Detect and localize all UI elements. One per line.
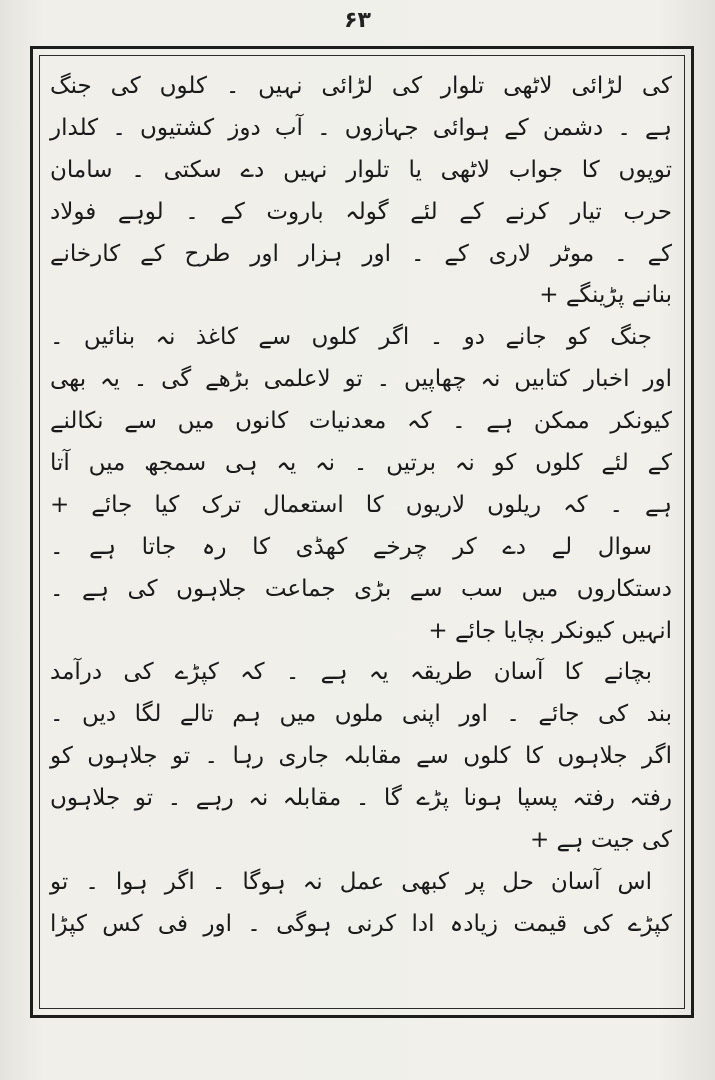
text-line: رفتہ رفتہ پسپا ہونا پڑے گا ۔ مقابلہ نہ رہے ۔ تو جلاہوں	[50, 785, 672, 812]
page-number: ۶۳	[344, 8, 371, 33]
text-line: دستکاروں میں سب سے بڑی جماعت جلاہوں کی ہے ۔	[50, 575, 672, 602]
text-line: کپڑے کی قیمت زیادہ ادا کرنی ہوگی ۔ اور فی کس کپڑا	[50, 910, 672, 937]
text-line: کے ۔ موٹر لاری کے ۔ اور ہزار اور طرح کے کارخانے	[50, 240, 672, 267]
text-line: ہے ۔ دشمن کے ہوائی جہازوں ۔ آب دوز کشتیوں ۔ کلدار	[50, 114, 672, 141]
text-line: اور اخبار کتابیں نہ چھاپیں ۔ تو لاعلمی بڑھے گی ۔ یہ بھی	[50, 366, 672, 393]
text-line: توپوں کا جواب لاٹھی یا تلوار نہیں دے سکتی ۔ سامان	[50, 156, 672, 183]
body-text	[46, 66, 678, 946]
text-line: ہے ۔ کہ ریلوں لاریوں کا استعمال ترک کیا جائے +	[50, 491, 672, 518]
text-line: حرب تیار کرنے کے لئے گولہ باروت کے ۔ لوہے فولاد	[50, 198, 672, 225]
text-line: کی جیت ہے +	[529, 827, 672, 854]
text-line: بچانے کا آسان طریقہ یہ ہے ۔ کہ کپڑے کی درآمد	[50, 659, 652, 686]
text-line: بند کی جائے ۔ اور اپنی ملوں میں ہم تالے لگا دیں ۔	[50, 701, 672, 728]
text-line: انہیں کیونکر بچایا جائے +	[428, 617, 672, 644]
text-line: جنگ کو جانے دو ۔ اگر کلوں سے کاغذ نہ بنائیں ۔	[50, 324, 652, 351]
text-line: اگر جلاہوں کا کلوں سے مقابلہ جاری رہا ۔ تو جلاہوں کو	[50, 743, 672, 770]
text-line: بنانے پڑینگے +	[539, 282, 672, 309]
text-line: کے لئے کلوں کو نہ برتیں ۔ نہ یہ ہی سمجھ میں آتا	[50, 450, 672, 477]
text-line: کی لڑائی لاٹھی تلوار کی لڑائی نہیں ۔ کلوں کی جنگ	[50, 73, 672, 99]
text-line: سوال لے دے کر چرخے کھڈی کا رہ جاتا ہے ۔	[50, 533, 652, 560]
text-line: اس آسان حل پر کبھی عمل نہ ہوگا ۔ اگر ہوا ۔ تو	[50, 868, 652, 895]
text-line: کیونکر ممکن ہے ۔ کہ معدنیات کانوں میں سے نکالنے	[50, 408, 672, 435]
